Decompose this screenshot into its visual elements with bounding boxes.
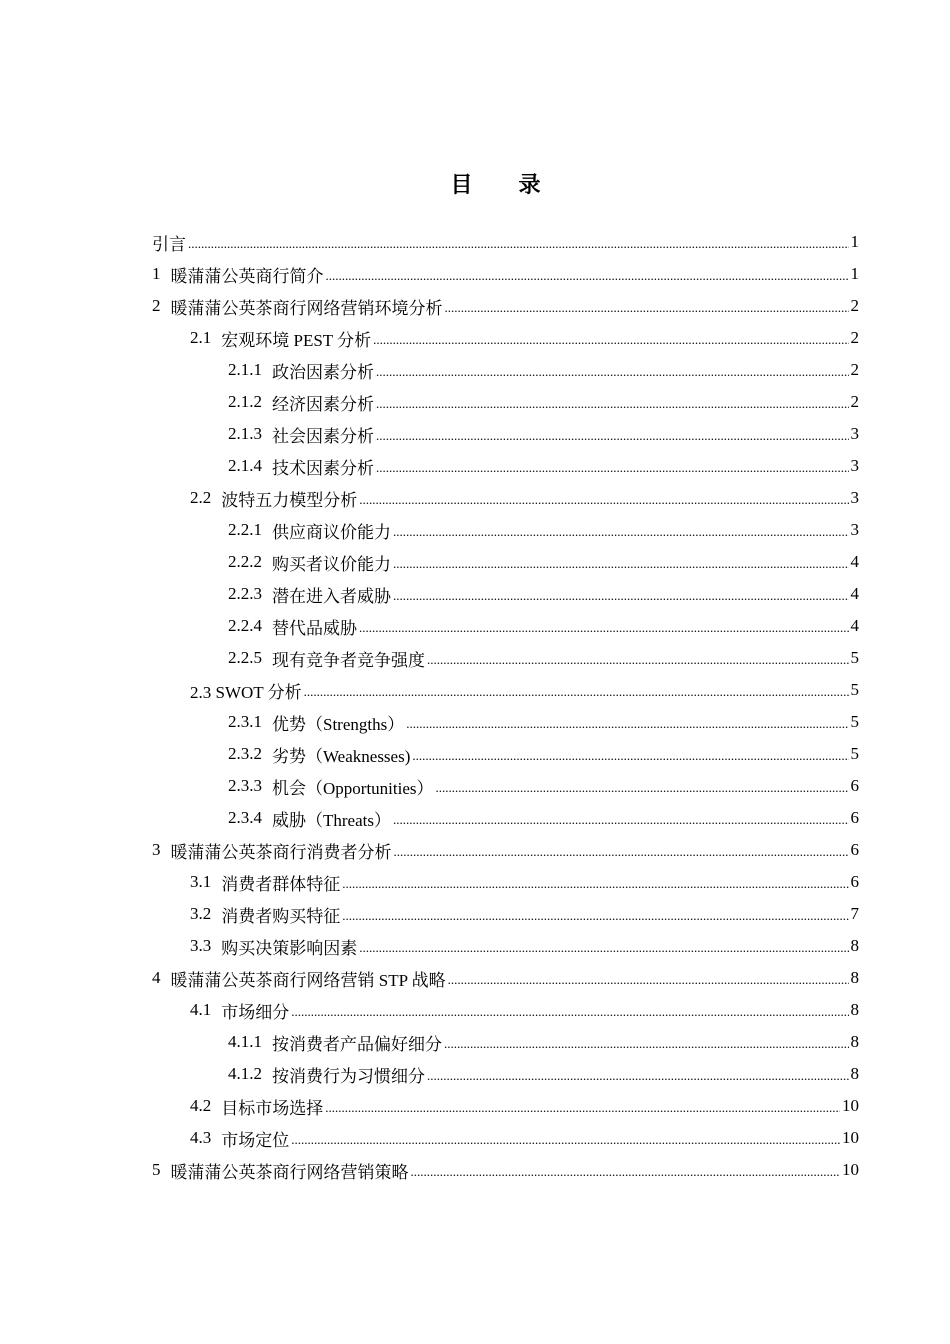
toc-dot-leader: [427, 649, 849, 669]
toc-entry-page-number: 7: [850, 904, 859, 923]
toc-entry-number: 2.1.2: [228, 392, 262, 411]
toc-entry-number: 4: [152, 968, 161, 987]
toc-entry[interactable]: [0, 1058, 950, 1090]
toc-entry[interactable]: [0, 1122, 950, 1154]
toc-entry-label: 按消费者产品偏好细分: [272, 1034, 442, 1054]
toc-entry[interactable]: [0, 898, 950, 930]
toc-entry-page-number: 4: [850, 616, 859, 635]
toc-entry-label: 暖蒲蒲公英茶商行网络营销 STP 战略: [170, 970, 446, 990]
toc-dot-leader: [376, 457, 849, 477]
toc-entry-number: 3.3: [190, 936, 212, 955]
toc-entry-number: 2.2: [190, 488, 212, 507]
toc-entry-label: 购买者议价能力: [272, 554, 391, 574]
toc-entry-number: 2.3.2: [228, 744, 262, 763]
toc-entry-label: 暖蒲蒲公英商行简介: [170, 266, 324, 286]
toc-entry-number: 4.3: [190, 1128, 212, 1147]
toc-entry-page-number: 5: [850, 680, 859, 699]
toc-dot-leader: [359, 617, 849, 637]
toc-entry[interactable]: [0, 994, 950, 1026]
toc-entry-number: 2.2.2: [228, 552, 262, 571]
toc-entry[interactable]: [0, 386, 950, 418]
toc-entry-page-number: 2: [850, 296, 859, 315]
toc-entry[interactable]: [0, 930, 950, 962]
toc-entry-number: 2.1: [190, 328, 212, 347]
toc-dot-leader: [291, 1001, 848, 1021]
toc-dot-leader: [359, 937, 848, 957]
toc-dot-leader: [376, 425, 849, 445]
toc-entry[interactable]: [0, 546, 950, 578]
toc-entry[interactable]: [0, 834, 950, 866]
toc-entry[interactable]: [0, 418, 950, 450]
toc-entry-label: 引言: [152, 234, 186, 254]
toc-dot-leader: [376, 361, 849, 381]
toc-entry-page-number: 2: [850, 392, 859, 411]
toc-entry-label: 社会因素分析: [272, 426, 374, 446]
toc-entry-page-number: 2: [850, 328, 859, 347]
toc-dot-leader: [393, 585, 849, 605]
toc-entry-label: 消费者购买特征: [221, 906, 341, 926]
toc-entry[interactable]: [0, 290, 950, 322]
toc-dot-leader: [188, 233, 849, 253]
toc-entry-label: 经济因素分析: [272, 394, 374, 414]
toc-entry-page-number: 5: [850, 744, 859, 763]
toc-entry-page-number: 6: [850, 776, 859, 795]
toc-dot-leader: [448, 969, 849, 989]
toc-entry-label: 技术因素分析: [272, 458, 374, 478]
toc-entry[interactable]: [0, 1026, 950, 1058]
toc-entry-number: 2.2.3: [228, 584, 262, 603]
toc-entry-number: 4.2: [190, 1096, 212, 1115]
toc-entry-number: 5: [152, 1160, 161, 1179]
toc-entry-page-number: 6: [850, 840, 859, 859]
toc-entry[interactable]: [0, 322, 950, 354]
toc-entry-number: 2.2.4: [228, 616, 262, 635]
toc-entry-label: 市场细分: [221, 1002, 290, 1022]
toc-dot-leader: [394, 841, 849, 861]
toc-list: [0, 226, 950, 1186]
toc-entry[interactable]: [0, 258, 950, 290]
toc-title: 目 录: [450, 173, 553, 198]
toc-dot-leader: [373, 329, 848, 349]
toc-entry-page-number: 3: [850, 456, 859, 475]
toc-entry-label: 劣势（Weaknesses): [272, 746, 411, 766]
toc-entry-number: 2.1.3: [228, 424, 262, 443]
toc-dot-leader: [427, 1065, 849, 1085]
toc-entry[interactable]: [0, 1090, 950, 1122]
toc-entry-number: 2.3.4: [228, 808, 262, 827]
toc-entry-page-number: 8: [850, 936, 859, 955]
toc-dot-leader: [436, 777, 849, 797]
toc-entry-label: 优势（Strengths）: [272, 714, 405, 734]
toc-entry[interactable]: [0, 482, 950, 514]
toc-entry-number: 2.2.1: [228, 520, 262, 539]
toc-entry-page-number: 5: [850, 712, 859, 731]
toc-entry-label: 2.3 SWOT 分析: [190, 682, 302, 702]
toc-entry[interactable]: [0, 610, 950, 642]
toc-entry-number: 3.2: [190, 904, 212, 923]
toc-entry-label: 暖蒲蒲公英茶商行网络营销环境分析: [170, 298, 443, 318]
toc-dot-leader: [342, 905, 848, 925]
toc-entry[interactable]: [0, 866, 950, 898]
toc-dot-leader: [406, 713, 848, 733]
toc-entry-page-number: 10: [842, 1160, 859, 1179]
toc-entry-page-number: 10: [842, 1128, 859, 1147]
toc-entry-page-number: 10: [842, 1096, 859, 1115]
toc-entry[interactable]: [0, 962, 950, 994]
toc-entry-page-number: 1: [850, 264, 859, 283]
toc-dot-leader: [393, 553, 849, 573]
toc-entry-number: 2.1.1: [228, 360, 262, 379]
toc-entry-page-number: 2: [850, 360, 859, 379]
toc-dot-leader: [325, 1097, 840, 1117]
toc-entry-number: 4.1: [190, 1000, 212, 1019]
toc-entry-label: 威胁（Threats）: [272, 810, 391, 830]
toc-entry-page-number: 4: [850, 584, 859, 603]
toc-entry-page-number: 5: [850, 648, 859, 667]
toc-entry-label: 市场定位: [221, 1130, 290, 1150]
toc-entry[interactable]: [0, 674, 950, 706]
toc-entry-number: 2.3.3: [228, 776, 262, 795]
toc-dot-leader: [445, 297, 849, 317]
toc-entry[interactable]: [0, 642, 950, 674]
toc-entry-number: 1: [152, 264, 161, 283]
toc-dot-leader: [376, 393, 849, 413]
toc-entry-label: 现有竞争者竞争强度: [272, 650, 425, 670]
toc-entry-label: 目标市场选择: [221, 1098, 324, 1118]
toc-dot-leader: [411, 1161, 841, 1181]
toc-entry-page-number: 3: [850, 424, 859, 443]
toc-dot-leader: [412, 745, 848, 765]
toc-entry-page-number: 8: [850, 1032, 859, 1051]
toc-entry-number: 3: [152, 840, 161, 859]
toc-entry-label: 供应商议价能力: [272, 522, 391, 542]
toc-entry-page-number: 3: [850, 520, 859, 539]
toc-entry-page-number: 1: [850, 232, 859, 251]
toc-entry-number: 2.1.4: [228, 456, 262, 475]
toc-entry[interactable]: [0, 770, 950, 802]
toc-dot-leader: [304, 681, 849, 701]
toc-entry-number: 4.1.2: [228, 1064, 262, 1083]
toc-entry[interactable]: [0, 514, 950, 546]
toc-entry-label: 暖蒲蒲公英茶商行网络营销策略: [170, 1162, 409, 1182]
toc-dot-leader: [291, 1129, 840, 1149]
toc-dot-leader: [393, 809, 849, 829]
toc-entry[interactable]: [0, 354, 950, 386]
toc-dot-leader: [359, 489, 848, 509]
toc-entry-number: 2: [152, 296, 161, 315]
toc-dot-leader: [342, 873, 848, 893]
toc-entry-page-number: 6: [850, 808, 859, 827]
toc-entry-page-number: 3: [850, 488, 859, 507]
toc-entry-label: 政治因素分析: [272, 362, 374, 382]
toc-entry[interactable]: [0, 706, 950, 738]
toc-entry-label: 宏观环境 PEST 分析: [221, 330, 372, 350]
toc-entry-label: 潜在进入者威胁: [272, 586, 391, 606]
toc-entry-label: 机会（Opportunities）: [272, 778, 434, 798]
toc-entry-page-number: 8: [850, 1064, 859, 1083]
toc-dot-leader: [393, 521, 849, 541]
toc-entry-label: 购买决策影响因素: [221, 938, 358, 958]
toc-entry-label: 消费者群体特征: [221, 874, 341, 894]
toc-entry[interactable]: [0, 226, 950, 258]
toc-entry-page-number: 4: [850, 552, 859, 571]
toc-entry-label: 替代品威胁: [272, 618, 357, 638]
toc-entry[interactable]: [0, 450, 950, 482]
toc-dot-leader: [326, 265, 849, 285]
toc-entry-number: 4.1.1: [228, 1032, 262, 1051]
toc-entry-label: 按消费行为习惯细分: [272, 1066, 425, 1086]
toc-entry[interactable]: [0, 802, 950, 834]
toc-entry[interactable]: [0, 738, 950, 770]
toc-entry-label: 波特五力模型分析: [221, 490, 358, 510]
toc-entry[interactable]: [0, 1154, 950, 1186]
toc-entry-page-number: 8: [850, 1000, 859, 1019]
toc-entry-number: 2.2.5: [228, 648, 262, 667]
toc-entry-page-number: 6: [850, 872, 859, 891]
toc-entry-label: 暖蒲蒲公英茶商行消费者分析: [170, 842, 392, 862]
toc-entry-number: 3.1: [190, 872, 212, 891]
toc-entry-number: 2.3.1: [228, 712, 262, 731]
toc-entry-page-number: 8: [850, 968, 859, 987]
toc-dot-leader: [444, 1033, 849, 1053]
toc-entry[interactable]: [0, 578, 950, 610]
